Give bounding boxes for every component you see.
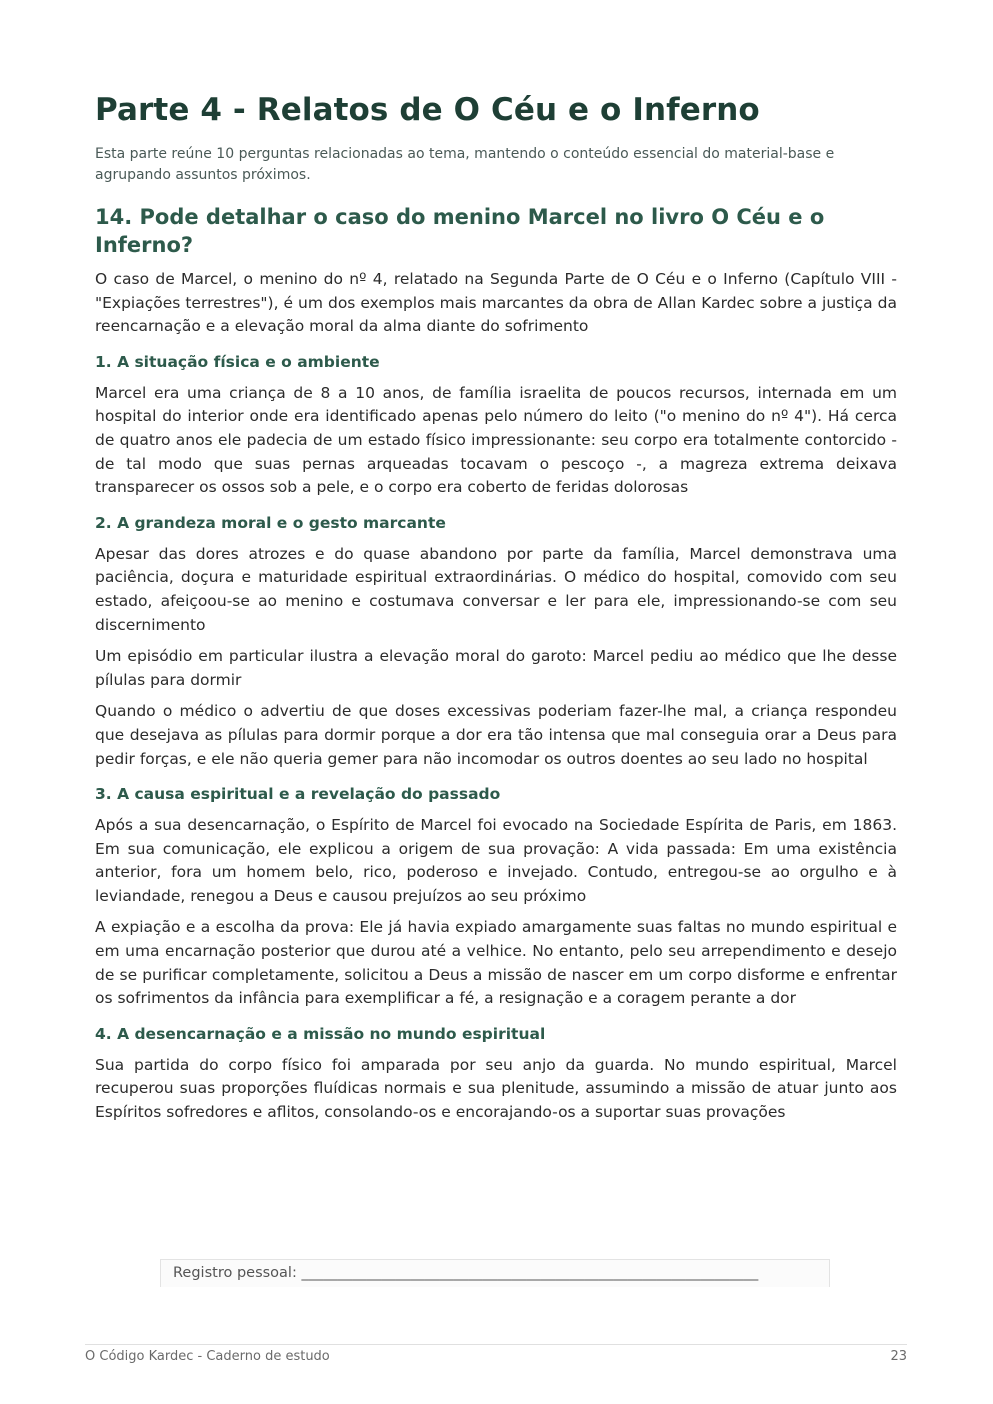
question-intro: O caso de Marcel, o menino do nº 4, relatado na Segunda Parte de O Céu e o Inferno (Capítulo VIII - "Expiações terrestres"), é um dos exemplos mais marcantes da obra de Allan Kardec sobre a justiça da reencarnação e a elevação moral da alma diante do sofrimento (95, 270, 897, 336)
paragraph: Um episódio em particular ilustra a elevação moral do garoto: Marcel pediu ao médico que lhe desse pílulas para dormir (95, 647, 897, 689)
personal-note-box: Registro pessoal: _______________________________________________________________ (160, 1259, 830, 1287)
section-heading-4: 4. A desencarnação e a missão no mundo espiritual (95, 1024, 546, 1043)
paragraph: Após a sua desencarnação, o Espírito de Marcel foi evocado na Sociedade Espírita de Paris, em 1863. Em sua comunicação, ele explicou a origem de sua provação: A vida passada: Em uma existência anterior, fora um homem belo, rico, poderoso e invejado. Contudo, entregou-se ao orgulho e à leviandade, renegou a Deus e causou prejuízos ao seu próximo (95, 816, 897, 905)
section-heading-3: 3. A causa espiritual e a revelação do passado (95, 785, 501, 804)
section-heading-2: 2. A grandeza moral e o gesto marcante (95, 513, 446, 532)
page-content (95, 90, 897, 1125)
question-heading: 14. Pode detalhar o caso do menino Marcel no livro O Céu e o Inferno? (95, 205, 825, 257)
page-number: 23 (890, 1349, 907, 1364)
footer-divider (85, 1344, 907, 1345)
paragraph: A expiação e a escolha da prova: Ele já havia expiado amargamente suas faltas no mundo espiritual e em uma encarnação posterior que durou até a velhice. No entanto, pelo seu arrependimento e desejo de se purificar completamente, solicitou a Deus a missão de nascer em um corpo disforme e enfrentar os sofrimentos da infância para exemplificar a fé, a resignação e a coragem perante a dor (95, 918, 897, 1008)
paragraph: Quando o médico o advertiu de que doses excessivas poderiam fazer-lhe mal, a criança respondeu que desejava as pílulas para dormir porque a dor era tão intensa que mal conseguia orar a Deus para pedir forças, e ele não queria gemer para não incomodar os outros doentes ao seu lado no hospital (95, 702, 897, 768)
part-intro: Esta parte reúne 10 perguntas relacionadas ao tema, mantendo o conteúdo essencial do material-base e agrupando assuntos próximos. (95, 146, 835, 183)
section-heading-1: 1. A situação física e o ambiente (95, 352, 380, 371)
paragraph: Apesar das dores atrozes e do quase abandono por parte da família, Marcel demonstrava uma paciência, doçura e maturidade espiritual extraordinárias. O médico do hospital, comovido com seu estado, afeiçoou-se ao menino e costumava conversar e ler para ele, impressionando-se com seu discernimento (95, 544, 897, 634)
paragraph: Sua partida do corpo físico foi amparada por seu anjo da guarda. No mundo espiritual, Marcel recuperou suas proporções fluídicas normais e sua plenitude, assumindo a missão de atuar junto aos Espíritos sofredores e aflitos, consolando-os e encorajando-os a suportar suas provações (95, 1055, 897, 1122)
page-title: Parte 4 - Relatos de O Céu e o Inferno (95, 92, 760, 128)
paragraph: Marcel era uma criança de 8 a 10 anos, de família israelita de poucos recursos, internada em um hospital do interior onde era identificado apenas pelo número do leito ("o menino do nº 4"). Há cerca de quatro anos ele padecia de um estado físico impressionante: seu corpo era totalmente contorcido - de tal modo que suas pernas arqueadas tocavam o pescoço -, a magreza extrema deixava transparecer os ossos sob a pele, e o corpo era coberto de feridas dolorosas (95, 383, 897, 497)
footer-title: O Código Kardec - Caderno de estudo (85, 1349, 330, 1364)
